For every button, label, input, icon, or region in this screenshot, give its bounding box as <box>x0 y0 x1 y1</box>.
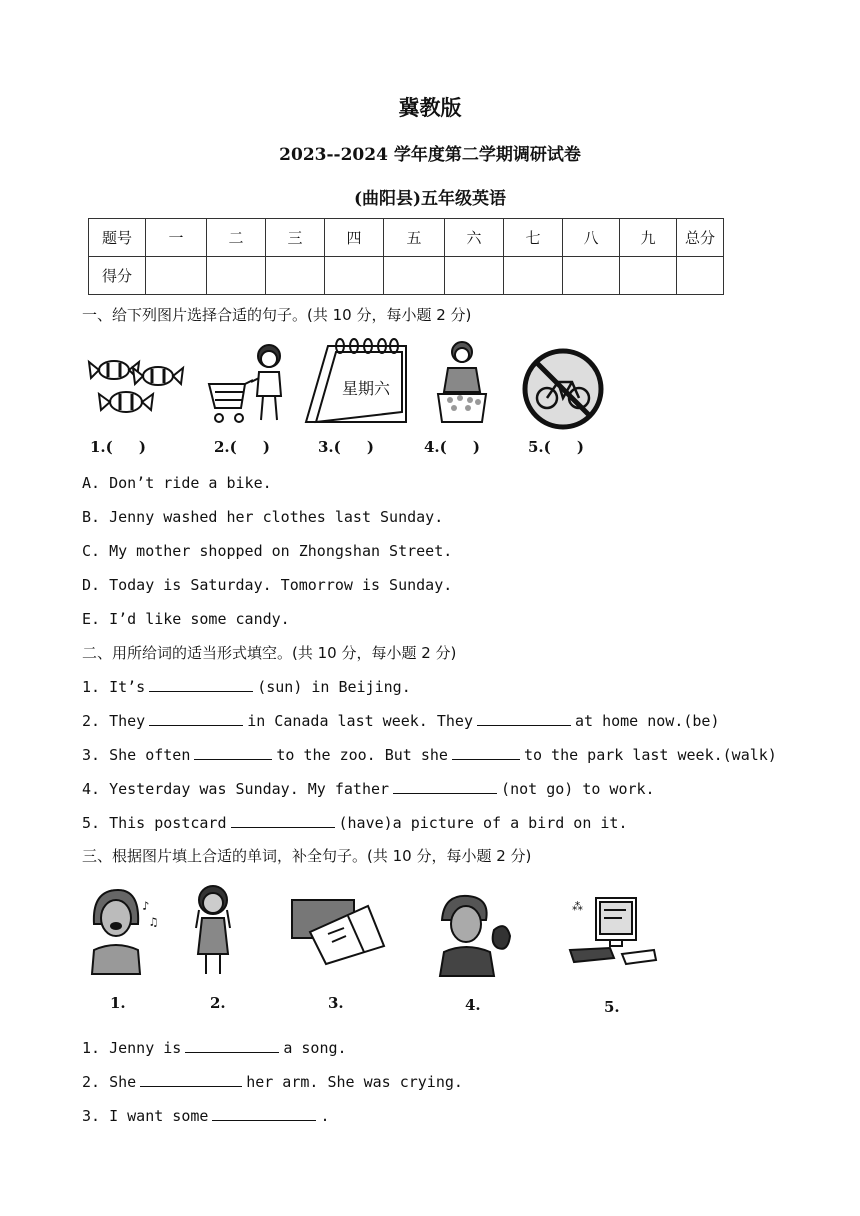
picture-label: 1. <box>110 994 126 1012</box>
question-line <box>82 779 655 798</box>
computer-picture <box>566 888 660 970</box>
section3-heading: 三、根据图片填上合适的单词，补全句子。(共 10 分，每小题 2 分) <box>82 847 532 865</box>
question-text: in Canada last week. They <box>247 712 473 730</box>
shopping-girl-picture <box>205 340 287 426</box>
picture-label: 3.( ) <box>318 438 374 456</box>
question-text: her arm. She was crying. <box>246 1073 463 1091</box>
question-text: at home now.(be) <box>575 712 720 730</box>
score-table-header-row <box>89 219 724 257</box>
question-text: 2. She <box>82 1073 137 1091</box>
option-c: C. My mother shopped on Zhongshan Street. <box>82 542 453 560</box>
exam-title: 2023--2024 学年度第二学期调研试卷 <box>279 145 581 165</box>
picture-label: 1.( ) <box>90 438 146 456</box>
table-cell: 二 <box>207 219 266 257</box>
picture-label: 2.( ) <box>214 438 270 456</box>
answer-blank[interactable] <box>452 745 520 760</box>
question-text: 3. She often <box>82 746 191 764</box>
question-text: to the park last week.(walk) <box>523 746 777 764</box>
answer-blank[interactable] <box>140 1072 242 1087</box>
score-cell[interactable] <box>563 257 620 295</box>
table-cell: 三 <box>266 219 325 257</box>
question-text: 2. They <box>82 712 146 730</box>
girl-with-apple-picture <box>434 890 516 978</box>
question-text: 1. It’s <box>82 678 146 696</box>
question-text: 5. This postcard <box>82 814 227 832</box>
svg-text:⁂: ⁂ <box>572 900 583 913</box>
section2-heading: 二、用所给词的适当形式填空。(共 10 分，每小题 2 分) <box>82 644 457 662</box>
score-table <box>88 218 724 295</box>
svg-text:♫: ♫ <box>150 915 158 929</box>
score-cell[interactable] <box>207 257 266 295</box>
score-cell[interactable] <box>445 257 504 295</box>
table-cell: 五 <box>384 219 445 257</box>
score-table-score-row <box>89 257 724 295</box>
option-d: D. Today is Saturday. Tomorrow is Sunday. <box>82 576 453 594</box>
picture-label: 2. <box>210 994 226 1012</box>
no-bike-sign-picture <box>520 346 606 432</box>
answer-blank[interactable] <box>185 1038 279 1053</box>
calendar-text: 星期六 <box>342 379 391 398</box>
answer-blank[interactable] <box>149 677 253 692</box>
question-line <box>82 1106 329 1125</box>
postcard-picture <box>288 892 386 966</box>
question-text: (not go) to work. <box>501 780 655 798</box>
answer-blank[interactable] <box>477 711 571 726</box>
question-line <box>82 1038 347 1057</box>
question-line <box>82 813 627 832</box>
score-cell[interactable] <box>384 257 445 295</box>
question-line <box>82 677 411 696</box>
question-line <box>82 745 777 764</box>
singing-picture <box>84 884 164 976</box>
section1-heading: 一、给下列图片选择合适的句子。(共 10 分，每小题 2 分) <box>82 306 472 324</box>
score-cell[interactable] <box>677 257 724 295</box>
candy-picture <box>86 350 186 422</box>
table-cell: 总分 <box>677 219 724 257</box>
picture-label: 5. <box>604 998 620 1016</box>
question-text: 4. Yesterday was Sunday. My father <box>82 780 390 798</box>
question-line <box>82 1072 463 1091</box>
option-a: A. Don’t ride a bike. <box>82 474 272 492</box>
table-cell: 四 <box>325 219 384 257</box>
publisher-title: 冀教版 <box>398 95 462 120</box>
table-cell: 一 <box>146 219 207 257</box>
score-cell[interactable] <box>266 257 325 295</box>
score-cell[interactable] <box>325 257 384 295</box>
grade-title: (曲阳县)五年级英语 <box>353 189 507 209</box>
picture-label: 4.( ) <box>424 438 480 456</box>
option-e: E. I’d like some candy. <box>82 610 290 628</box>
answer-blank[interactable] <box>212 1106 316 1121</box>
table-cell: 得分 <box>89 257 146 295</box>
question-text: to the zoo. But she <box>276 746 448 764</box>
svg-text:♪: ♪ <box>142 899 150 913</box>
question-text: 1. Jenny is <box>82 1039 182 1057</box>
crying-girl-picture <box>188 880 238 978</box>
answer-blank[interactable] <box>231 813 335 828</box>
table-cell: 九 <box>620 219 677 257</box>
question-text: 3. I want some <box>82 1107 209 1125</box>
question-text: . <box>320 1107 330 1125</box>
score-cell[interactable] <box>504 257 563 295</box>
question-text: (sun) in Beijing. <box>257 678 411 696</box>
washing-clothes-picture <box>432 338 494 426</box>
table-cell: 八 <box>563 219 620 257</box>
question-text: a song. <box>283 1039 347 1057</box>
picture-label: 3. <box>328 994 344 1012</box>
score-cell[interactable] <box>146 257 207 295</box>
table-cell: 六 <box>445 219 504 257</box>
table-cell: 题号 <box>89 219 146 257</box>
table-cell: 七 <box>504 219 563 257</box>
calendar-picture <box>302 336 414 428</box>
answer-blank[interactable] <box>393 779 497 794</box>
picture-label: 4. <box>465 996 481 1014</box>
answer-blank[interactable] <box>149 711 243 726</box>
question-text: (have)a picture of a bird on it. <box>338 814 628 832</box>
score-cell[interactable] <box>620 257 677 295</box>
question-line <box>82 711 720 730</box>
picture-label: 5.( ) <box>528 438 584 456</box>
option-b: B. Jenny washed her clothes last Sunday. <box>82 508 444 526</box>
answer-blank[interactable] <box>194 745 272 760</box>
